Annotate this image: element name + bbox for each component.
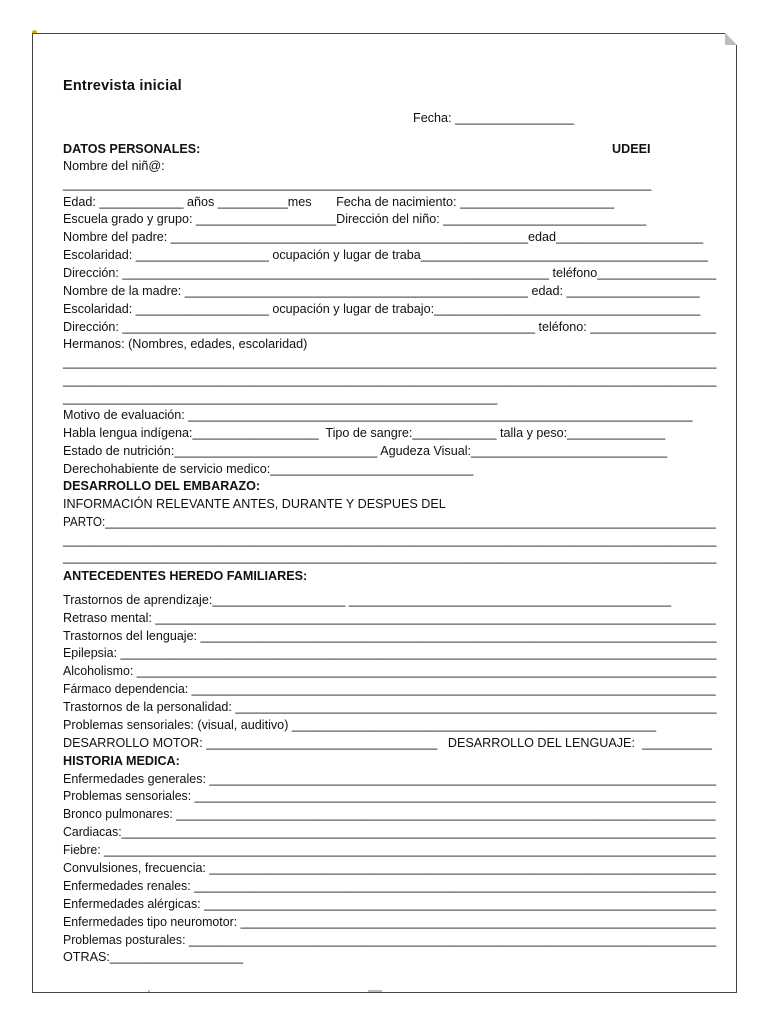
form-field-line[interactable]: Escuela grado y grupo: ____________________Dirección del niño: _____________________________ <box>63 212 647 226</box>
form-field-line[interactable]: Estado de nutrición:_____________________________ Agudeza Visual:____________________________ <box>63 444 668 458</box>
form-field-line[interactable]: Problemas posturales: _____________________________________________________________________________ <box>63 933 717 947</box>
form-field-line[interactable]: ______________________________________________________________________________________________________ <box>63 355 717 369</box>
form-field-line[interactable]: ____________________________________________________________________________________ <box>63 177 652 191</box>
form-field-line[interactable]: Derechohabiente de servicio medico:_____________________________ <box>63 462 474 476</box>
form-field-line[interactable]: Fármaco dependencia: _____________________________________________________________________________ <box>63 682 716 696</box>
form-field-line[interactable]: Enfermedades renales: ____________________________________________________________________________ <box>63 879 717 893</box>
form-field-line[interactable]: Enfermedades generales: _________________________________________________________________________ <box>63 772 717 786</box>
form-field-line[interactable]: Retraso mental: ________________________________________________________________________________ <box>63 611 716 625</box>
historia-medica-heading: HISTORIA MEDICA: <box>63 754 180 768</box>
datos-personales-heading: DATOS PERSONALES: <box>63 142 201 156</box>
form-field-line[interactable]: Enfermedades alérgicas: __________________________________________________________________________ <box>63 897 717 911</box>
form-page <box>32 33 737 993</box>
form-field-line[interactable]: Epilepsia: ______________________________________________________________________________________ <box>63 646 717 660</box>
form-field-line[interactable]: Escolaridad: ___________________ ocupación y lugar de traba_________________________________________ <box>63 248 708 262</box>
form-field-line[interactable]: Trastornos de la personalidad: _____________________________________________________________________ <box>63 700 717 714</box>
form-title: Entrevista inicial <box>63 78 182 94</box>
form-field-line[interactable]: Dirección: _____________________________________________________________ teléfono_________________ <box>63 266 717 280</box>
form-field-line[interactable]: OTRAS:___________________ <box>63 950 243 964</box>
bottom-mark <box>368 990 382 992</box>
form-field-line[interactable]: _____________________________________________________________________________________________________ <box>63 550 717 564</box>
form-field-line[interactable]: ______________________________________________________________________________________________________ <box>63 373 717 387</box>
form-field-line[interactable]: DESARROLLO MOTOR: _________________________________ DESARROLLO DEL LENGUAJE: __________ <box>63 736 712 750</box>
udeei-label: UDEEI <box>612 142 651 156</box>
form-field-line[interactable]: Habla lengua indígena:__________________ Tipo de sangre:____________ talla y peso:______________ <box>63 426 666 440</box>
form-field-line[interactable]: Edad: ____________ años __________mes Fecha de nacimiento: ______________________ <box>63 195 615 209</box>
form-field-line[interactable]: Hermanos: (Nombres, edades, escolaridad) <box>63 337 308 351</box>
form-field-line[interactable]: ______________________________________________________________ <box>63 391 498 405</box>
page-fold-corner <box>725 33 737 45</box>
form-field-line[interactable]: INFORMACIÓN RELEVANTE ANTES, DURANTE Y DESPUES DEL <box>63 497 446 511</box>
form-field-line[interactable]: Convulsiones, frecuencia: _________________________________________________________________________ <box>63 861 717 875</box>
form-field-line[interactable]: Nombre del padre: ___________________________________________________edad_____________________ <box>63 230 704 244</box>
form-field-line[interactable]: Problemas sensoriales: (visual, auditivo) ____________________________________________________ <box>63 718 657 732</box>
form-field-line[interactable]: Trastornos del lenguaje: __________________________________________________________________________ <box>63 629 717 643</box>
form-field-line[interactable]: Enfermedades tipo neuromotor: _____________________________________________________________________ <box>63 915 716 929</box>
form-field-line[interactable]: Cardiacas:_______________________________________________________________________________________ <box>63 825 716 839</box>
date-field[interactable]: Fecha: _________________ <box>413 111 575 125</box>
form-field-line[interactable]: Motivo de evaluación: ________________________________________________________________________ <box>63 408 693 422</box>
form-field-line[interactable]: Dirección: ___________________________________________________________ teléfono: __________________ <box>63 320 717 334</box>
form-field-line[interactable]: Bronco pulmonares: _______________________________________________________________________________ <box>63 807 716 821</box>
form-field-line[interactable]: ______________________________________________________________________________________________________ <box>63 533 717 547</box>
form-field-line[interactable]: Escolaridad: ___________________ ocupación y lugar de trabajo:______________________________________ <box>63 302 701 316</box>
form-field-line[interactable]: Nombre de la madre: _________________________________________________ edad: ___________________ <box>63 284 700 298</box>
bottom-mark <box>148 990 150 992</box>
form-field-line[interactable]: PARTO:______________________________________________________________________________________________ <box>63 515 716 529</box>
form-field-line[interactable]: Trastornos de aprendizaje:___________________ ______________________________________________ <box>63 593 672 607</box>
embarazo-heading: DESARROLLO DEL EMBARAZO: <box>63 479 261 493</box>
form-field-line[interactable]: Problemas sensoriales: ____________________________________________________________________________ <box>63 789 716 803</box>
antecedentes-heading: ANTECEDENTES HEREDO FAMILIARES: <box>63 569 308 583</box>
form-field-line[interactable]: Fiebre: ___________________________________________________________________________________________ <box>63 843 717 857</box>
form-field-line[interactable]: Nombre del niñ@: <box>63 159 165 173</box>
form-field-line[interactable]: Alcoholismo: ____________________________________________________________________________________ <box>63 664 717 678</box>
